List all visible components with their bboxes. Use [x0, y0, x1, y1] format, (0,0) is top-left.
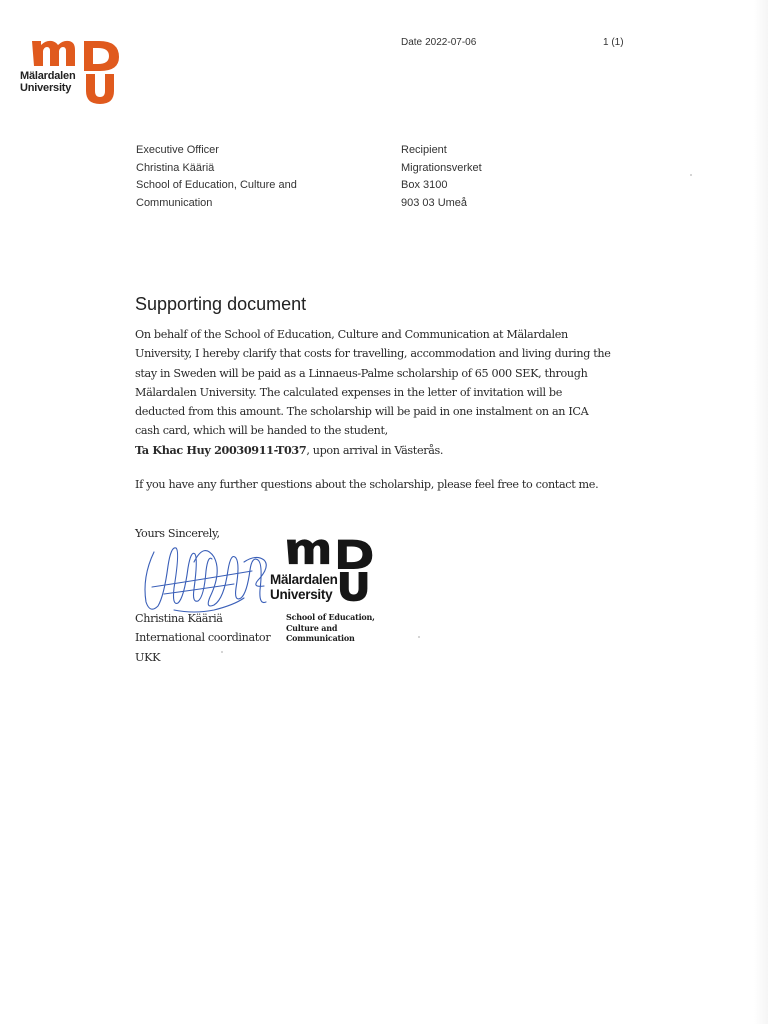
- logo-line-1: Mälardalen: [20, 70, 76, 82]
- paragraph-1-text: On behalf of the School of Education, Culture and Communication at Mälardalen University, I hereby clarify that costs for travelling, accommodation and living during the stay in Sweden will be paid as a Linnaeus-Palme scholarship of 65 000 SEK, through Mälardalen University. The calculated expenses in the letter of invitation will be deducted from this amount. The scholarship will be paid in one instalment on an ICA cash card, which will be handed to the student,: [135, 328, 611, 438]
- recipient-box: Box 3100: [401, 179, 448, 191]
- stamp-line-1: Mälardalen: [270, 572, 338, 587]
- document-title: Supporting document: [135, 294, 307, 314]
- sender-name: Christina Kääriä: [136, 161, 215, 174]
- recipient-postal: 903 03 Umeå: [401, 196, 468, 209]
- date-label: Date: [401, 37, 423, 48]
- date-value: 2022-07-06: [425, 37, 477, 48]
- stamp-line-2: University: [270, 587, 333, 602]
- scan-edge: [754, 0, 768, 1024]
- signatory-role: International coordinator: [135, 631, 271, 644]
- signatory-unit: UKK: [135, 651, 161, 664]
- sender-title: Executive Officer: [136, 144, 219, 156]
- signatory-name: Christina Kääriä: [135, 612, 223, 625]
- stamp-school-line-3: Communication: [286, 633, 355, 643]
- logo-wordmark: [20, 70, 75, 94]
- university-logo: [20, 38, 124, 106]
- closing-line: Yours Sincerely,: [135, 527, 220, 540]
- logo-line-2: University: [20, 82, 72, 94]
- body-paragraph-2: If you have any further questions about the scholarship, please feel free to contact me.: [135, 478, 599, 491]
- university-stamp: [270, 530, 410, 650]
- page-number: 1 (1): [603, 37, 624, 48]
- body-paragraph-1: [135, 325, 615, 460]
- stamp-wordmark: [270, 572, 338, 602]
- scan-speck: [221, 651, 223, 653]
- document-date: [401, 37, 479, 48]
- scan-speck: [418, 636, 420, 638]
- sender-department-line-1: School of Education, Culture and: [136, 179, 297, 191]
- sender-block: [136, 142, 297, 212]
- recipient-block: [401, 142, 482, 212]
- recipient-name: Migrationsverket: [401, 161, 482, 174]
- paragraph-1-ending: , upon arrival in Västerås.: [306, 443, 444, 457]
- recipient-label: Recipient: [401, 144, 447, 156]
- student-name: Ta Khac Huy 20030911-T037: [135, 442, 307, 457]
- stamp-school-line-2: Culture and: [286, 622, 338, 633]
- sender-department-line-2: Communication: [136, 196, 213, 209]
- scan-speck: [690, 174, 692, 176]
- stamp-school: [286, 612, 375, 644]
- stamp-school-line-1: School of Education,: [286, 612, 375, 622]
